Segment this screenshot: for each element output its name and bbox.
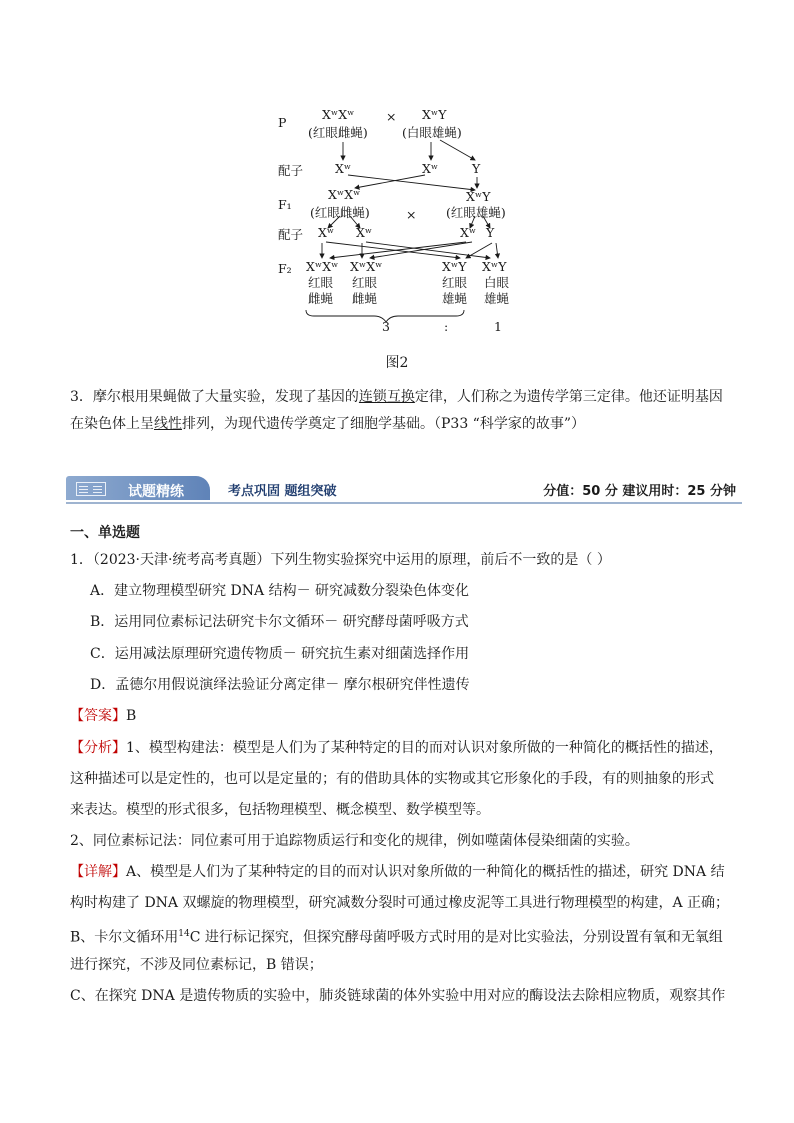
p-male-phenotype: (白眼雄蝇) bbox=[402, 125, 462, 140]
keyword-linear: 线性 bbox=[154, 416, 182, 432]
analysis-line4: 2、同位素标记法：同位素可用于追踪物质运行和变化的规律，例如噬菌体侵染细菌的实验。 bbox=[70, 833, 639, 849]
book-icon bbox=[76, 482, 106, 496]
f2-genotype-2: XʷXʷ bbox=[350, 259, 383, 274]
f2-genotype-3: XʷY bbox=[442, 259, 467, 274]
detail-line4: 进行探究，不涉及同位素标记，B 错误； bbox=[70, 957, 323, 973]
option-c: C．运用减法原理研究遗传物质－ 研究抗生素对细菌选择作用 bbox=[90, 646, 470, 662]
p-female-genotype: XʷXʷ bbox=[322, 107, 355, 122]
analysis-text1: 1、模型构建法：模型是人们为了某种特定的目的而对认识对象所做的一种简化的概括性的描述， bbox=[126, 740, 723, 756]
banner-tab bbox=[66, 476, 210, 500]
option-b: B．运用同位素标记法研究卡尔文循环－ 研究酵母菌呼吸方式 bbox=[90, 614, 469, 630]
gamete2-y: Y bbox=[486, 225, 495, 240]
detail-line5: C、在探究 DNA 是遗传物质的实验中，肺炎链球菌的体外实验中用对应的酶设法去除相应物质，观察其作 bbox=[70, 988, 726, 1004]
para3-text-d: 排列，为现代遗传学奠定了细胞学基础。（P33 “科学家的故事”） bbox=[182, 416, 585, 432]
gamete2-xw-1: Xʷ bbox=[318, 225, 335, 240]
banner-rule bbox=[66, 502, 742, 504]
ratio-right: 1 bbox=[494, 319, 502, 334]
gamete-xw-male: Xʷ bbox=[422, 161, 439, 176]
detail-line1 bbox=[70, 862, 725, 882]
detail-text3a: B、卡尔文循环用 bbox=[70, 929, 179, 946]
answer-line bbox=[70, 706, 136, 726]
keyword-linkage: 连锁互换 bbox=[358, 389, 415, 405]
para3-text-a: 3．摩尔根用果蝇做了大量实验，发现了基因的 bbox=[70, 389, 359, 405]
analysis-line3: 来表达。模型的形式很多，包括物理模型、概念模型、数学模型等。 bbox=[70, 802, 490, 818]
analysis-line1 bbox=[70, 738, 723, 758]
genetic-cross-diagram bbox=[270, 100, 530, 345]
para3-line2 bbox=[70, 414, 585, 434]
isotope-superscript: 14 bbox=[178, 929, 190, 939]
f2-phenotype-1a: 红眼 bbox=[308, 275, 334, 290]
p-female-phenotype: (红眼雌蝇) bbox=[308, 125, 368, 140]
answer-value: B bbox=[126, 708, 137, 724]
arrow-p-male-gamete-y bbox=[440, 140, 475, 160]
banner-score-time: 分值：50 分 建议用时：25 分钟 bbox=[543, 484, 736, 499]
ratio-colon: : bbox=[444, 319, 449, 334]
banner-subtitle: 考点巩固 题组突破 bbox=[228, 484, 337, 499]
arrow-g2-f2-4b bbox=[496, 243, 498, 258]
p-generation-label: P bbox=[278, 115, 287, 130]
detail-text3b: C 进行标记探究，但探究酵母菌呼吸方式时用的是对比实验法，分别设置有氧和无氧组 bbox=[189, 929, 723, 946]
gamete2-label: 配子 bbox=[278, 227, 304, 242]
option-a: A．建立物理模型研究 DNA 结构－ 研究减数分裂染色体变化 bbox=[90, 583, 470, 599]
f1-male-genotype: XʷY bbox=[466, 189, 491, 204]
f2-phenotype-2b: 雌蝇 bbox=[352, 291, 378, 306]
para3-line1 bbox=[70, 387, 723, 407]
f1-female-genotype: XʷXʷ bbox=[328, 187, 361, 202]
f2-phenotype-3b: 雄蝇 bbox=[442, 291, 468, 306]
arrow-g2-f2-3b bbox=[466, 243, 492, 258]
f2-phenotype-4b: 雄蝇 bbox=[484, 291, 510, 306]
section-title: 一、单选题 bbox=[70, 525, 140, 541]
detail-label: 【详解】 bbox=[70, 864, 126, 880]
analysis-label: 【分析】 bbox=[70, 740, 126, 756]
gamete-xw-female: Xʷ bbox=[335, 161, 352, 176]
f1-cross-symbol: × bbox=[406, 207, 417, 222]
ratio-left: 3 bbox=[382, 319, 390, 334]
p-cross-symbol: × bbox=[386, 109, 397, 124]
question-stem: 1．（2023·天津·统考高考真题）下列生物实验探究中运用的原理，前后不一致的是（ ） bbox=[70, 552, 611, 568]
f1-female-phenotype: (红眼雌蝇) bbox=[310, 205, 370, 220]
f2-phenotype-4a: 白眼 bbox=[484, 275, 510, 290]
arrow-g2-f2-3 bbox=[326, 242, 460, 258]
option-d: D．孟德尔用假说演绎法验证分离定律－ 摩尔根研究伴性遗传 bbox=[90, 677, 470, 693]
p-male-genotype: XʷY bbox=[422, 107, 447, 122]
gamete-label: 配子 bbox=[278, 163, 304, 178]
analysis-line2: 这种描述可以是定性的，也可以是定量的；有的借助具体的实物或其它形象化的手段，有的则抽象的形式 bbox=[70, 771, 714, 787]
f2-phenotype-2a: 红眼 bbox=[352, 275, 378, 290]
f2-phenotype-1b: 雌蝇 bbox=[308, 291, 334, 306]
arrow-g2-f2-1b bbox=[330, 242, 466, 258]
para3-text-c: 在染色体上呈 bbox=[70, 416, 154, 432]
detail-line2: 构时构建了 DNA 双螺旋的物理模型，研究减数分裂时可通过橡皮泥等工具进行物理模型的构建，A 正确； bbox=[70, 895, 730, 911]
gamete2-xw-2: Xʷ bbox=[356, 225, 373, 240]
gamete-y-male: Y bbox=[472, 161, 481, 176]
detail-text1: A、模型是人们为了某种特定的目的而对认识对象所做的一种简化的概括性的描述，研究 DNA 结 bbox=[126, 864, 725, 880]
f2-generation-label: F₂ bbox=[278, 261, 292, 276]
f2-phenotype-3a: 红眼 bbox=[442, 275, 468, 290]
f1-male-phenotype: (红眼雄蝇) bbox=[446, 205, 506, 220]
figure-caption: 图2 bbox=[385, 355, 409, 371]
banner-tab-label: 试题精练 bbox=[128, 484, 184, 500]
gamete2-xw-3: Xʷ bbox=[460, 225, 477, 240]
answer-label: 【答案】 bbox=[70, 708, 126, 724]
detail-line3 bbox=[70, 924, 723, 948]
f2-genotype-1: XʷXʷ bbox=[306, 259, 339, 274]
f2-genotype-4: XʷY bbox=[482, 259, 507, 274]
para3-text-b: 定律，人们称之为遗传学第三定律。他还证明基因 bbox=[414, 389, 723, 405]
practice-banner bbox=[66, 474, 742, 504]
f1-generation-label: F₁ bbox=[278, 197, 292, 212]
